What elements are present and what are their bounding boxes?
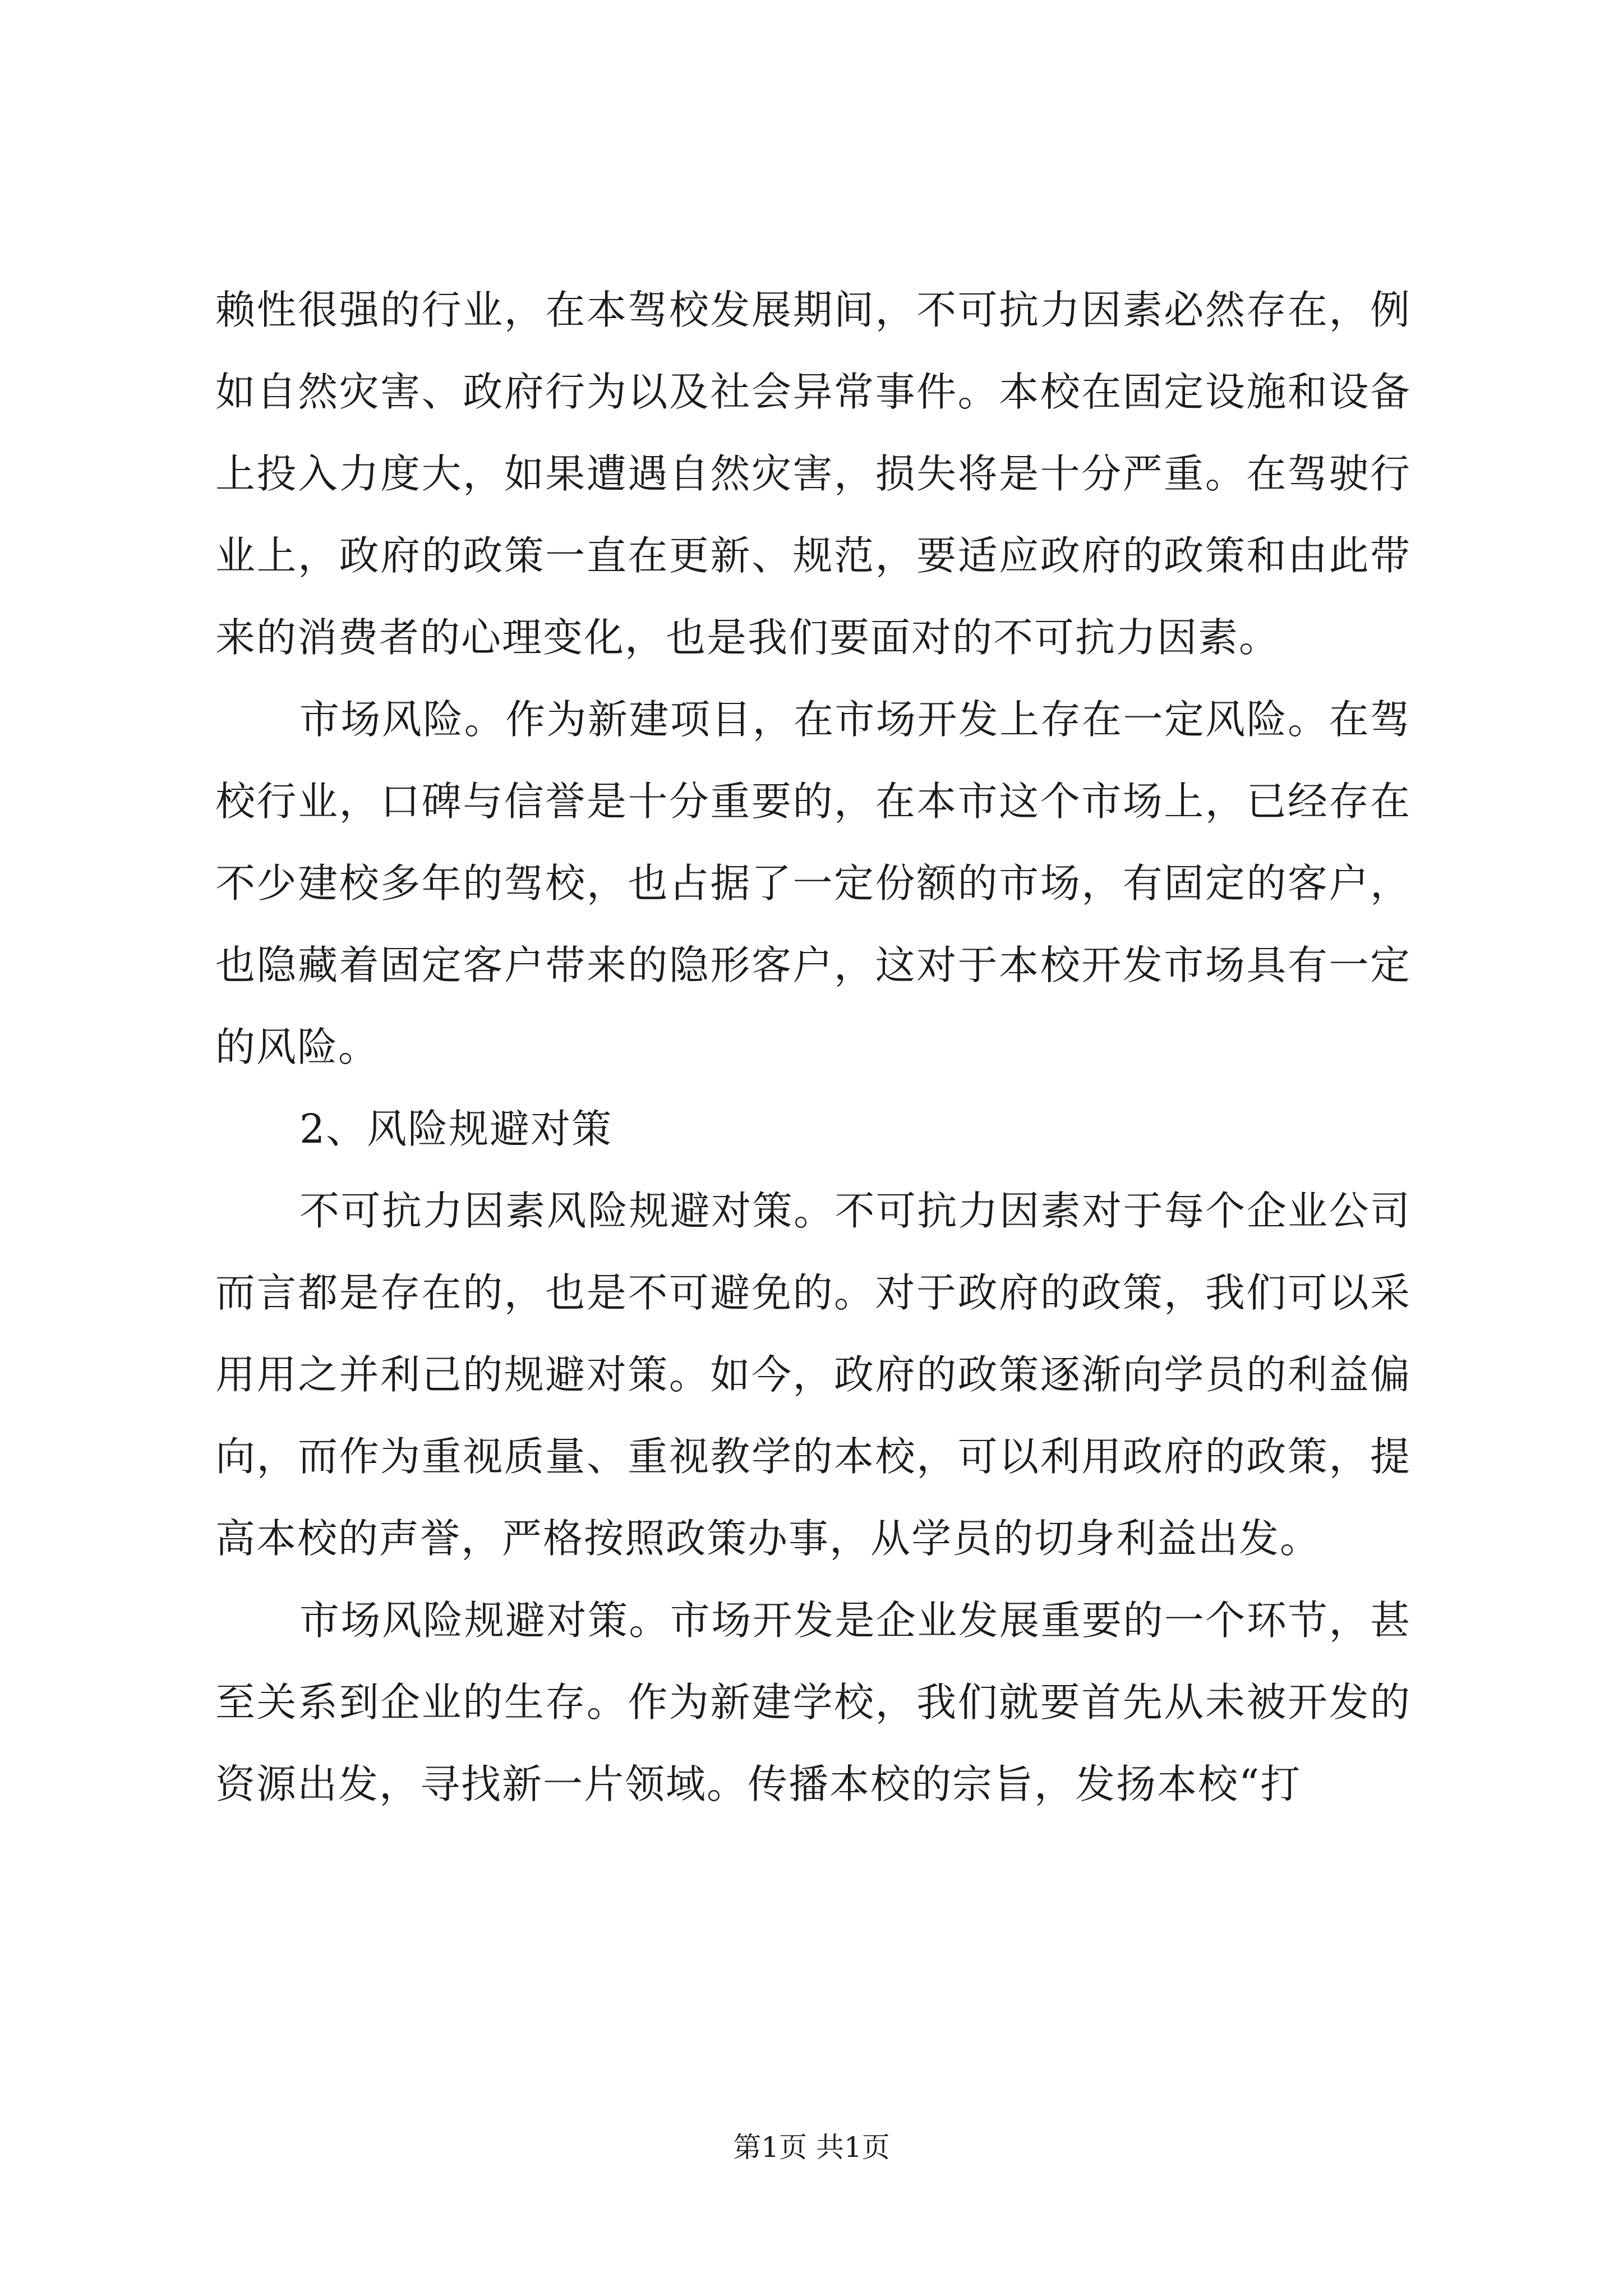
paragraph-1: 赖性很强的行业，在本驾校发展期间，不可抗力因素必然存在，例如自然灾害、政府行为以及社会异常事件。本校在固定设施和设备上投入力度大，如果遭遇自然灾害，损失将是十分严重。在驾驶行业上，政府的政策一直在更新、规范，要适应政府的政策和由此带来的消费者的心理变化，也是我们要面对的不可抗力因素。 xyxy=(215,287,1411,661)
document-body xyxy=(215,269,1411,1825)
page-footer: 第1页 共1页 xyxy=(733,2131,890,2164)
section-heading: 2、风险规避对策 xyxy=(299,1106,613,1152)
paragraph-4: 市场风险规避对策。市场开发是企业发展重要的一个环节，甚至关系到企业的生存。作为新建学校，我们就要首先从未被开发的资源出发，寻找新一片领域。传播本校的宗旨，发扬本校“打 xyxy=(215,1597,1411,1807)
paragraph-2: 市场风险。作为新建项目，在市场开发上存在一定风险。在驾校行业，口碑与信誉是十分重要的，在本市这个市场上，已经存在不少建校多年的驾校，也占据了一定份额的市场，有固定的客户，也隐藏着固定客户带来的隐形客户，这对于本校开发市场具有一定的风险。 xyxy=(215,696,1411,1070)
paragraph-3: 不可抗力因素风险规避对策。不可抗力因素对于每个企业公司而言都是存在的，也是不可避免的。对于政府的政策，我们可以采用用之并利己的规避对策。如今，政府的政策逐渐向学员的利益偏向，而作为重视质量、重视教学的本校，可以利用政府的政策，提高本校的声誉，严格按照政策办事，从学员的切身利益出发。 xyxy=(215,1188,1411,1562)
